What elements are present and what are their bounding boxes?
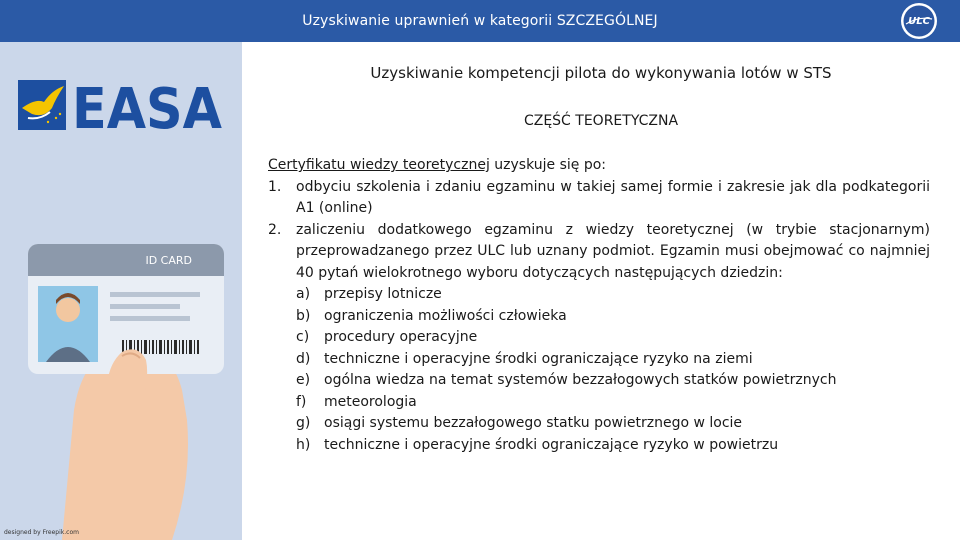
intro-rest: uzyskuje się po:: [489, 157, 607, 173]
sub-letter: e): [296, 372, 311, 388]
sub-text: procedury operacyjne: [324, 329, 478, 345]
sub-letter: d): [296, 350, 311, 367]
sub-item: [296, 413, 930, 435]
id-card-illustration: [22, 240, 232, 540]
sub-text: ogólna wiedza na temat systemów bezzałogowych statków powietrznych: [324, 372, 837, 388]
sub-text: osiągi systemu bezzałogowego statku powietrznego w locie: [324, 415, 743, 431]
list-text: odbyciu szkolenia i zdaniu egzaminu w takiej samej formie i zakresie jak dla podkategorii A1 (online): [296, 178, 930, 216]
section-title: CZĘŚĆ TEORETYCZNA: [523, 113, 679, 129]
sub-letter: f): [296, 393, 307, 410]
sub-text: techniczne i operacyjne środki ograniczające ryzyko w powietrzu: [324, 436, 779, 453]
sub-item: [296, 435, 930, 457]
list-item: [268, 177, 930, 220]
header-bar: [0, 0, 960, 42]
header-title: Uzyskiwanie uprawnień w kategorii SZCZEGÓLNEJ: [302, 13, 658, 29]
easa-logo-text: EASA: [72, 78, 223, 132]
list-number: 2.: [268, 221, 282, 238]
page-subtitle: Uzyskiwanie kompetencji pilota do wykonywania lotów w STS: [370, 64, 832, 82]
sub-letter: h): [296, 436, 311, 453]
sub-item: [296, 349, 930, 371]
intro-bold: Certyfikatu wiedzy teoretycznej: [268, 157, 490, 173]
sub-item: [296, 327, 930, 349]
sub-text: przepisy lotnicze: [324, 286, 442, 302]
sub-letter: b): [296, 307, 311, 324]
sub-item: [296, 392, 930, 414]
sub-text: meteorologia: [324, 393, 417, 410]
intro-line: [268, 155, 930, 177]
image-credit: designed by Freepik.com: [4, 529, 79, 536]
list-item: [268, 220, 930, 285]
content-body: [268, 155, 930, 456]
sub-item: [296, 370, 930, 392]
sub-text: techniczne i operacyjne środki ograniczające ryzyko na ziemi: [324, 350, 753, 367]
sub-item: [296, 284, 930, 306]
sub-text: ograniczenia możliwości człowieka: [324, 307, 567, 324]
ulc-logo: [900, 2, 938, 40]
list-text: zaliczeniu dodatkowego egzaminu z wiedzy teoretycznej (w trybie stacjonarnym) przeprowadzanego przez ULC lub uznany podmiot. Egzamin musi obejmować co najmniej 40 pytań wielokrotnego wyboru dotyczących następujących dziedzin:: [296, 221, 930, 281]
ulc-logo-text: ULC: [908, 16, 930, 27]
sub-letter: g): [296, 415, 311, 431]
sub-letter: c): [296, 329, 310, 345]
easa-logo: [18, 78, 224, 132]
sub-item: [296, 306, 930, 328]
sub-letter: a): [296, 286, 311, 302]
card-label: ID CARD: [145, 254, 192, 267]
list-number: 1.: [268, 178, 282, 195]
